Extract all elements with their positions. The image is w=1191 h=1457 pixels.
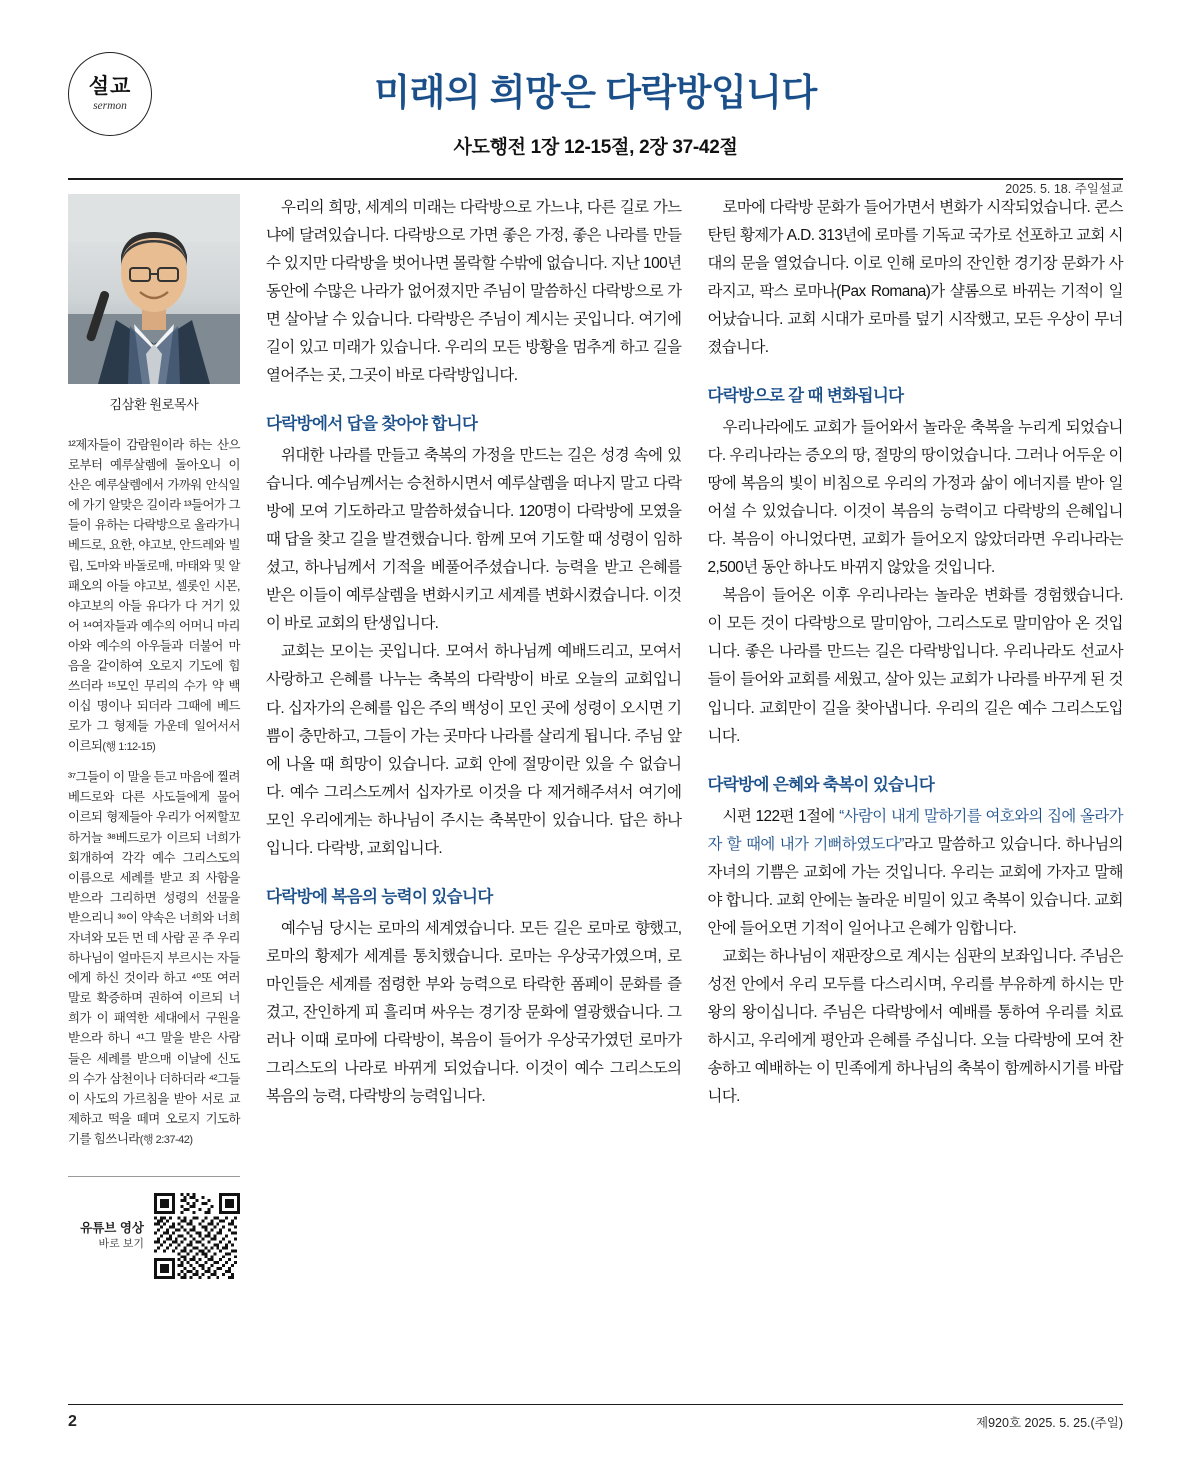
page-number: 2 (68, 1413, 77, 1430)
sermon-stamp (68, 52, 152, 136)
sermon-stamp-kr: 설교 (88, 74, 132, 98)
title-block (68, 0, 1123, 159)
paragraph-with-quote (708, 803, 1124, 943)
scripture-passage-2: ³⁷그들이 이 말을 듣고 마음에 찔려 베드로와 다른 사도들에게 물어 이르되 형제들아 우리가 어찌할꼬 하거늘 ³⁸베드로가 이르되 너희가 회개하여 각각 예수 그리스도의 이름으로 세례를 받고 죄 사함을 받으라 그리하면 성령의 선물을 받으리니 ³⁹이 약속은 너희와 너희 자녀와 모든 먼 데 사람 곧 주 우리 하나님이 얼마든지 부르시는 자들에게 하신 것이라 하고 ⁴⁰또 여러 말로 확증하며 권하여 이르되 너희가 이 패역한 세대에서 구원을 받으라 하니 ⁴¹그 말을 받은 사람들은 세례를 받으매 이날에 신도의 수가 삼천이나 더하더라 ⁴²그들이 사도의 가르침을 받아 서로 교제하고 떡을 떼며 오로지 기도하기를 힘쓰니라 (68, 770, 240, 1146)
psalm-quote: “사람이 내게 말하기를 여호와의 집에 올라가자 할 때에 내가 기뻐하였도다” (707, 807, 1123, 853)
quote-outro: 라고 말씀하고 있습니다. 하나님의 자녀의 기쁨은 교회에 가는 것입니다. 우리는 교회에 가자고 말해야 합니다. 교회 안에는 놀라운 비밀이 있고 축복이 있습니다. 교회 안에 들어오면 기적이 일어나고 은혜가 임합니다. (707, 835, 1123, 937)
article-columns (68, 194, 1123, 1279)
qr-label-line1: 유튜브 영상 (80, 1220, 144, 1235)
paragraph: 우리의 희망, 세계의 미래는 다락방으로 가느냐, 다른 길로 가느냐에 달려있습니다. 다락방으로 가면 좋은 가정, 좋은 나라를 만들 수 있지만 다락방을 벗어나면 몰락할 수밖에 없습니다. 지난 100년 동안에 수많은 나라가 없어졌지만 주님이 말씀하신 다락방으로 가면 살아날 수 있습니다. 다락방은 주님이 계시는 곳입니다. 여기에 길이 있고 미래가 있습니다. 우리의 모든 방황을 멈추게 하고 길을 열어주는 곳, 그곳이 바로 다락방입니다. (266, 199, 682, 385)
scripture-ref-2: (행 2:37-42) (139, 1133, 193, 1146)
preacher-name: 김삼환 원로목사 (109, 397, 199, 412)
paragraph: 로마에 다락방 문화가 들어가면서 변화가 시작되었습니다. 콘스탄틴 황제가 A.D. 313년에 로마를 기독교 국가로 선포하고 교회 시대의 문을 열었습니다. 이로 인해 로마의 잔인한 경기장 문화가 사라지고, 팍스 로마나(Pax Romana)가 샬롬으로 바뀌는 기적이 일어났습니다. 교회 시대가 로마를 덮기 시작했고, 모든 우상이 무너졌습니다. (707, 199, 1123, 357)
sermon-stamp-en: sermon (93, 99, 127, 112)
paragraph: 우리나라에도 교회가 들어와서 놀라운 축복을 누리게 되었습니다. 우리나라는 증오의 땅, 절망의 땅이었습니다. 그러나 어두운 이 땅에 복음의 빛이 비침으로 우리의 가정과 삶이 에너지를 받아 일어설 수 있었습니다. 이것이 복음의 능력이고 다락방의 은혜입니다. 복음이 아니었다면, 교회가 들어오지 않았더라면 우리나라는 2,500년 동안 하나도 바뀌지 않았을 것입니다. (707, 419, 1123, 577)
scripture-block (68, 435, 240, 1150)
page-subtitle: 사도행전 1장 12-15절, 2장 37-42절 (453, 137, 738, 158)
scripture-ref-1: (행 1:12-15) (102, 741, 156, 754)
qr-label-line2: 바로 보기 (98, 1237, 144, 1250)
section-heading: 다락방에 은혜와 축복이 있습니다 (707, 775, 935, 794)
paragraph: 교회는 모이는 곳입니다. 모여서 하나님께 예배드리고, 모여서 사랑하고 은혜를 나누는 축복의 다락방이 바로 오늘의 교회입니다. 십자가의 은혜를 입은 주의 백성이 모인 곳에 성령이 오시면 기쁨이 충만하고, 그들이 가는 곳마다 나라를 살리게 됩니다. 주님 앞에 나올 때 희망이 있습니다. 교회 안에 절망이란 있을 수 없습니다. 예수 그리스도께서 십자가로 이것을 다 제거해주셔서 여기에 모인 우리에게는 하나님이 주시는 축복만이 있습니다. 답은 하나입니다. 다락방, 교회입니다. (266, 643, 682, 857)
page-title: 미래의 희망은 다락방입니다 (374, 72, 817, 113)
column-middle (266, 194, 682, 1279)
paragraph: 교회는 하나님이 재판장으로 계시는 심판의 보좌입니다. 주님은 성전 안에서 우리 모두를 다스리시며, 우리를 부유하게 하시는 만왕의 왕이십니다. 주님은 다락방에서 예배를 통하여 우리를 치료하시고, 우리에게 평안과 은혜를 주십니다. 오늘 다락방에 모여 찬송하고 예배하는 이 민족에게 하나님의 축복이 함께하시기를 바랍니다. (707, 947, 1123, 1105)
sidebar-column (68, 194, 240, 1279)
paragraph: 복음이 들어온 이후 우리나라는 놀라운 변화를 경험했습니다. 이 모든 것이 다락방으로 말미암아, 그리스도로 말미암아 온 것입니다. 좋은 나라를 만드는 길은 다락방입니다. 우리나라도 선교사들이 들어와 교회를 세웠고, 살아 있는 교회가 나라를 바꾸게 된 것입니다. 교회만이 길을 찾아냅니다. 우리의 길은 예수 그리스도입니다. (707, 587, 1123, 745)
sermon-date: 2025. 5. 18. 주일설교 (1005, 182, 1123, 196)
paragraph: 위대한 나라를 만들고 축복의 가정을 만드는 길은 성경 속에 있습니다. 예수님께서는 승천하시면서 예루살렘을 떠나지 말고 다락방에 모여 기도하라고 말씀하셨습니다. 120명이 다락방에 모였을 때 답을 찾고 길을 발견했습니다. 함께 모여 기도할 때 성령이 임하셨고, 하나님께서 기적을 베풀어주셨습니다. 능력을 받고 은혜를 받은 이들이 예루살렘을 변화시키고 세계를 변화시켰습니다. 이것이 바로 교회의 탄생입니다. (266, 447, 682, 633)
qr-block[interactable] (68, 1176, 240, 1279)
preacher-photo (68, 194, 240, 384)
issue-info: 제920호 2025. 5. 25.(주일) (976, 1416, 1123, 1430)
scripture-passage-1: ¹²제자들이 감람원이라 하는 산으로부터 예루살렘에 돌아오니 이 산은 예루살렘에서 가까워 안식일에 가기 알맞은 길이라 ¹³들어가 그들이 유하는 다락방으로 올라가니 베드로, 요한, 야고보, 안드레와 빌립, 도마와 바돌로매, 마태와 및 알패오의 아들 야고보, 셀롯인 시몬, 야고보의 아들 유다가 다 거기 있어 ¹⁴여자들과 예수의 어머니 마리아와 예수의 아우들과 더불어 마음을 같이하여 오로지 기도에 힘쓰더라 ¹⁵모인 무리의 수가 약 백이십 명이나 되더라 그때에 베드로가 그 형제들 가운데 일어서서 이르되 (68, 438, 240, 754)
page-header (68, 0, 1123, 196)
section-heading: 다락방에 복음의 능력이 있습니다 (266, 887, 493, 906)
qr-label (68, 1220, 144, 1252)
column-right (708, 194, 1124, 1279)
section-heading: 다락방에서 답을 찾아야 합니다 (266, 415, 478, 434)
page-footer (68, 1404, 1123, 1431)
quote-intro: 시편 122편 1절에 (722, 807, 840, 825)
qr-code-icon[interactable] (154, 1193, 240, 1279)
section-heading: 다락방으로 갈 때 변화됩니다 (707, 387, 904, 406)
paragraph: 예수님 당시는 로마의 세계였습니다. 모든 길은 로마로 향했고, 로마의 황제가 세계를 통치했습니다. 로마는 우상국가였으며, 로마인들은 세계를 점령한 부와 능력으로 타락한 폼페이 문화를 즐겼고, 잔인하게 피 흘리며 싸우는 경기장 문화에 열광했습니다. 그러나 이때 로마에 다락방이, 복음이 들어가 우상국가였던 로마가 그리스도의 나라로 바뀌게 되었습니다. 이것이 예수 그리스도의 복음의 능력, 다락방의 능력입니다. (266, 919, 682, 1105)
